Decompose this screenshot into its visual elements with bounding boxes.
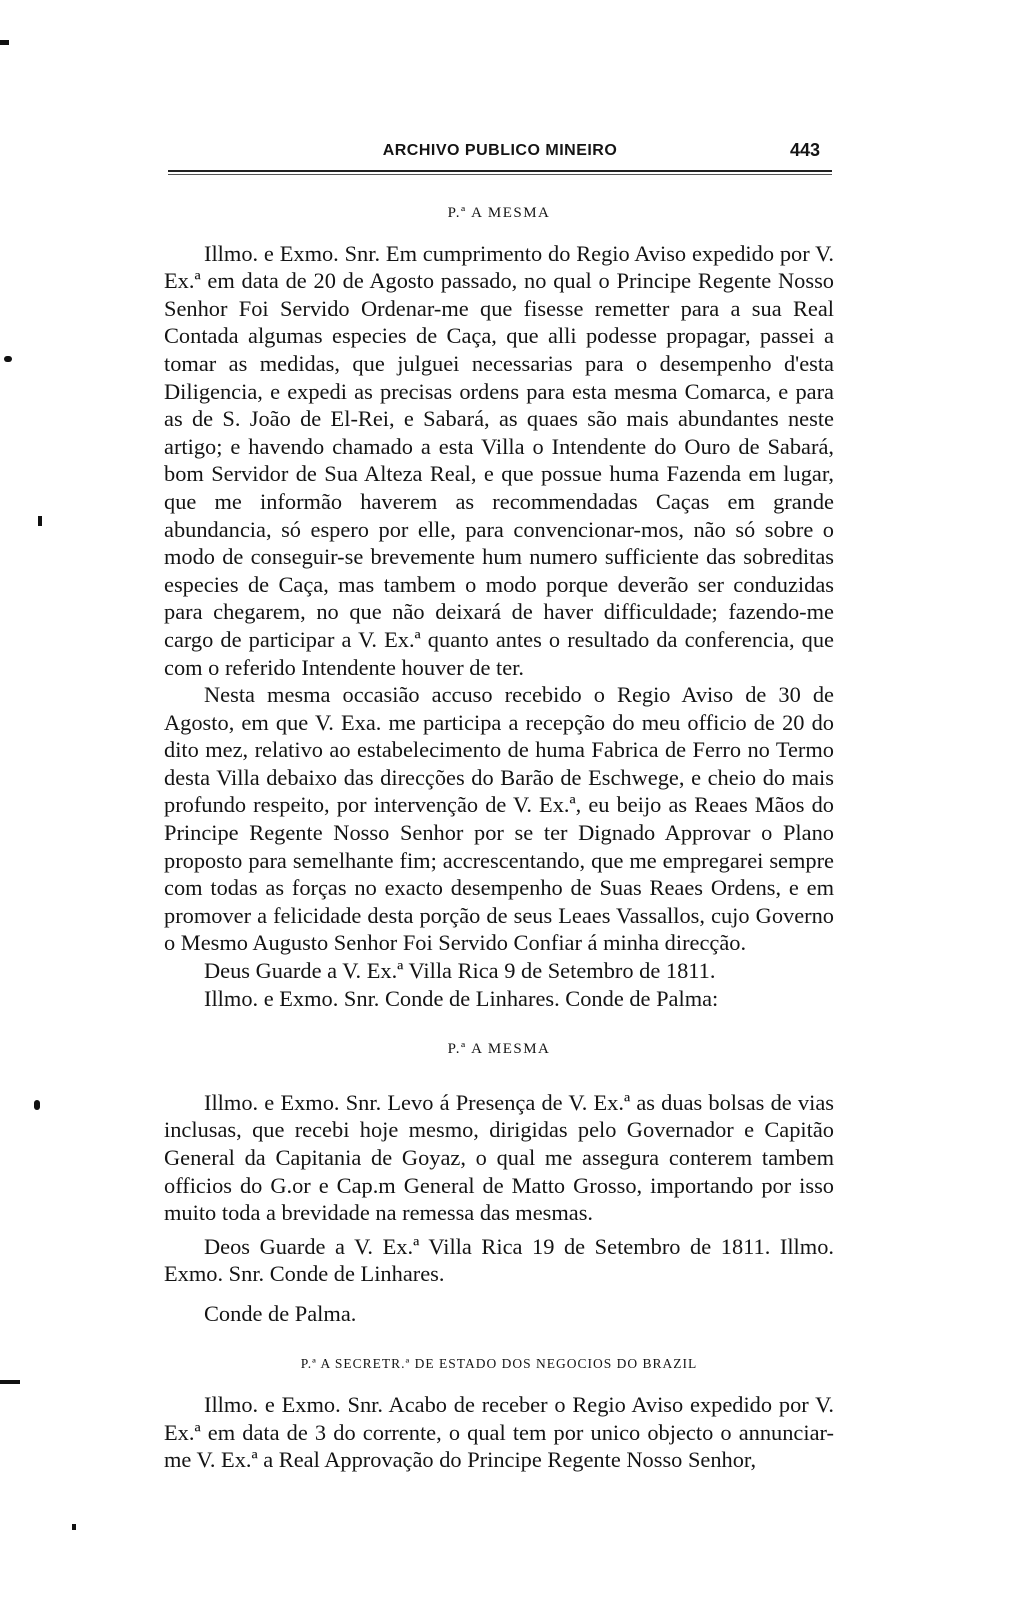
scan-margin-mark: [4, 356, 12, 362]
letter-body: Illmo. e Exmo. Snr. Acabo de receber o Regio Aviso expedido por V. Ex.ª em data de 3 do corrente, o qual tem por unico objecto o annunciar-me V. Ex.ª a Real Approvação do Principe Regente Nosso Senhor,: [164, 1392, 834, 1473]
letter-3: [164, 1350, 834, 1474]
page-number: 443: [789, 140, 820, 160]
letter-body: Illmo. e Exmo. Snr. Levo á Presença de V. Ex.ª as duas bolsas de vias inclusas, que recebi hoje mesmo, dirigidas pelo Governador e Capitão General da Capitania de Goyaz, o qual me assegura conterem tambem officios do G.or e Cap.m General de Matto Grosso, importando por isso muito toda a brevidade na remessa das mesmas.: [164, 1089, 834, 1226]
letter-addressee: Illmo. e Exmo. Snr. Conde de Linhares. Conde de Palma:: [204, 985, 719, 1011]
scan-margin-mark: [34, 1100, 40, 1110]
letter-body-continued: Nesta mesma occasião accuso recebido o Regio Aviso de 30 de Agosto, em que V. Exa. me participa a recepção do meu officio de 20 do dito mez, relativo ao estabelecimento de huma Fabrica de Ferro no Termo desta Villa debaixo das direcções do Barão de Eschwege, e cheio do mais profundo respeito, por intervenção de V. Ex.ª, eu beijo as Reaes Mãos do Principe Regente Nosso Senhor por se ter Dignado Approvar o Plano proposto para semelhante fim; accrescentando, que me empregarei sempre com todas as forças no exacto desempenho de Suas Reaes Ordens, e em promover a felicidade desta porção de seus Leaes Vassallos, cujo Governo o Mesmo Augusto Senhor Foi Servido Confiar á minha direcção.: [164, 682, 834, 956]
letter-closing: Deus Guarde a V. Ex.ª Villa Rica 9 de Setembro de 1811.: [204, 958, 716, 984]
letter-signature: Conde de Palma.: [204, 1300, 357, 1326]
letter-closing: Deos Guarde a V. Ex.ª Villa Rica 19 de Setembro de 1811. Illmo. Exmo. Snr. Conde de Linhares.: [164, 1233, 834, 1287]
scan-margin-mark: [38, 516, 42, 526]
text-column: [164, 200, 834, 1474]
scan-margin-mark: [72, 1524, 76, 1530]
scan-margin-mark: [0, 40, 9, 45]
letter-2: [164, 1036, 834, 1327]
running-header: [168, 136, 832, 164]
scan-margin-mark: [0, 1380, 20, 1384]
running-title: ARCHIVO PUBLICO MINEIRO: [382, 142, 618, 159]
letter-1: [164, 200, 834, 1012]
letter-heading: P.ª A SECRETR.ª DE ESTADO DOS NEGOCIOS DO BRAZIL: [300, 1355, 698, 1371]
header-rule: [168, 170, 832, 175]
letter-heading: P.ª A MESMA: [447, 205, 551, 221]
letter-body: Illmo. e Exmo. Snr. Em cumprimento do Regio Aviso expedido por V. Ex.ª em data de 20 de Agosto passado, no qual o Principe Regente Nosso Senhor Foi Servido Ordenar-me que fisesse remetter para a sua Real Contada algumas especies de Caça, que alli podesse propagar, passei a tomar as medidas, que julguei necessarias para o desempenho d'esta Diligencia, e expedi as precisas ordens para esta mesma Comarca, e para as de S. João de El-Rei, e Sabará, as quaes são mais abundantes neste artigo; e havendo chamado a esta Villa o Intendente do Ouro de Sabará, bom Servidor de Sua Alteza Real, e que possue huma Fazenda em lugar, que me informão haverem as recommendadas Caças em grande abundancia, só espero por elle, para convencionar-mos, não só sobre o modo de conseguir-se brevemente hum numero sufficiente das sobreditas especies de Caça, mas tambem o modo porque deverão ser conduzidas para chegarem, no que não deixará de haver difficuldade; fazendo-me cargo de participar a V. Ex.ª quanto antes o resultado da conferencia, que com o referido Intendente houver de ter.: [164, 240, 834, 680]
letter-heading: P.ª A MESMA: [447, 1041, 551, 1058]
